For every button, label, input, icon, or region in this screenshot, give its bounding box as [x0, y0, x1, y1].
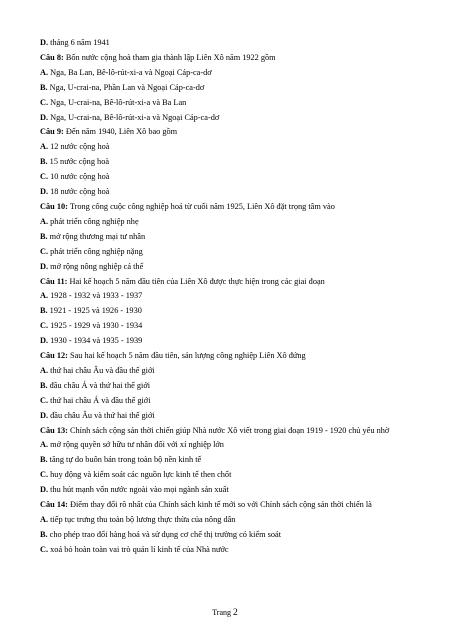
- question-text: Hai kế hoạch 5 năm đầu tiên của Liên Xô được thực hiện trong các giai đoạn: [67, 276, 325, 286]
- option-letter: C.: [40, 395, 49, 405]
- question-number: Câu 13:: [40, 425, 68, 435]
- option-text: tăng tự do buôn bán trong toàn bộ nền kinh tế: [47, 455, 202, 465]
- option-text: thứ hai châu Âu và đầu thế giới: [48, 365, 155, 375]
- question-stem: [40, 51, 412, 66]
- answer-option: [40, 319, 412, 334]
- option-text: 15 nước cộng hoà: [47, 157, 110, 167]
- option-letter: B.: [40, 380, 48, 390]
- question-stem: [40, 424, 412, 439]
- option-text: 1925 - 1929 và 1930 - 1934: [48, 321, 143, 331]
- answer-option: [40, 36, 412, 51]
- question-text: Điểm thay đổi rõ nhất của Chính sách kinh tế mới so với Chính sách cộng sản thời chiến là: [67, 500, 372, 510]
- option-letter: C.: [40, 470, 49, 480]
- question-stem: [40, 200, 412, 215]
- question-number: Câu 11:: [40, 276, 68, 286]
- answer-option: [40, 513, 412, 528]
- question-stem: [40, 275, 412, 290]
- question-number: Câu 12:: [40, 351, 68, 361]
- option-letter: B.: [40, 529, 48, 539]
- question-text: Sau hai kế hoạch 5 năm đầu tiên, sản lượng công nghiệp Liên Xô đứng: [67, 351, 306, 361]
- option-text: huy động và kiểm soát các nguồn lực kinh tế then chốt: [48, 470, 232, 480]
- answer-option: [40, 140, 412, 155]
- option-text: Nga, U-crai-na, Bê-lô-rút-xi-a và Ngoại Cáp-ca-dơ: [48, 112, 220, 122]
- option-text: mở rộng quyền sở hữu tư nhân đối với xí nghiệp lớn: [48, 440, 224, 450]
- option-text: phát triển công nghiệp nhẹ: [48, 216, 139, 226]
- answer-option: [40, 364, 412, 379]
- option-text: phát triển công nghiệp nặng: [48, 246, 143, 256]
- question-text: Trong công cuộc công nghiệp hoá từ cuối năm 1925, Liên Xô đặt trọng tâm vào: [67, 201, 335, 211]
- option-text: cho phép trao đổi hàng hoá và sử dụng cơ chế thị trường có kiểm soát: [47, 529, 282, 539]
- answer-option: [40, 304, 412, 319]
- answer-option: [40, 289, 412, 304]
- option-letter: B.: [40, 306, 48, 316]
- answer-option: [40, 66, 412, 81]
- option-text: Nga, U-crai-na, Bê-lô-rút-xi-a và Ba Lan: [48, 97, 187, 107]
- answer-option: [40, 170, 412, 185]
- option-letter: D.: [40, 410, 49, 420]
- answer-option: [40, 260, 412, 275]
- option-text: mở rộng nông nghiệp cá thể: [48, 261, 144, 271]
- answer-option: [40, 81, 412, 96]
- option-letter: D.: [40, 112, 49, 122]
- question-number: Câu 9:: [40, 127, 64, 137]
- answer-option: [40, 155, 412, 170]
- option-letter: A.: [40, 67, 49, 77]
- option-text: 1928 - 1932 và 1933 - 1937: [48, 291, 143, 301]
- answer-option: [40, 528, 412, 543]
- option-text: 1921 - 1925 và 1926 - 1930: [47, 306, 142, 316]
- answer-option: [40, 96, 412, 111]
- answer-option: [40, 379, 412, 394]
- question-list: [40, 36, 412, 558]
- option-letter: D.: [40, 38, 49, 47]
- option-text: 18 nước cộng hoà: [48, 187, 110, 197]
- option-letter: C.: [40, 544, 49, 554]
- option-text: xoá bỏ hoàn toàn vai trò quản lí kinh tế của Nhà nước: [48, 544, 229, 554]
- option-text: 10 nước cộng hoà: [48, 172, 110, 182]
- page-footer: [0, 608, 450, 618]
- question-text: Bốn nước cộng hoà tham gia thành lập Liên Xô năm 1922 gồm: [63, 52, 276, 62]
- option-letter: C.: [40, 172, 49, 182]
- option-letter: A.: [40, 440, 49, 450]
- answer-option: [40, 543, 412, 558]
- option-letter: A.: [40, 291, 49, 301]
- option-letter: C.: [40, 321, 49, 331]
- answer-option: [40, 185, 412, 200]
- answer-option: [40, 334, 412, 349]
- answer-option: [40, 483, 412, 498]
- question-stem: [40, 349, 412, 364]
- option-letter: A.: [40, 216, 49, 226]
- option-text: mở rộng thương mại tư nhân: [47, 231, 146, 241]
- option-letter: D.: [40, 336, 49, 346]
- option-letter: B.: [40, 82, 48, 92]
- option-letter: A.: [40, 365, 49, 375]
- option-text: 1930 - 1934 và 1935 - 1939: [48, 336, 143, 346]
- option-letter: A.: [40, 515, 49, 524]
- question-text: Chính sách cộng sản thời chiến giúp Nhà nước Xô viết trong giai đoạn 1919 - 1920 chủ yếu nhờ: [67, 425, 390, 435]
- option-text: đầu châu Âu và thứ hai thế giới: [48, 410, 155, 420]
- answer-option: [40, 215, 412, 230]
- option-text: thu hút mạnh vốn nước ngoài vào mọi ngành sản xuất: [48, 485, 229, 495]
- answer-option: [40, 230, 412, 245]
- option-letter: D.: [40, 187, 49, 197]
- answer-option: [40, 111, 412, 126]
- option-letter: B.: [40, 157, 48, 167]
- answer-option: [40, 409, 412, 424]
- option-text: đầu châu Á và thứ hai thế giới: [47, 380, 151, 390]
- option-text: tháng 6 năm 1941: [48, 38, 110, 47]
- answer-option: [40, 394, 412, 409]
- option-letter: D.: [40, 485, 49, 495]
- question-text: Đến năm 1940, Liên Xô bao gồm: [63, 127, 178, 137]
- question-stem: [40, 125, 412, 140]
- question-number: Câu 14:: [40, 500, 68, 510]
- answer-option: [40, 245, 412, 260]
- option-letter: B.: [40, 231, 48, 241]
- option-letter: C.: [40, 246, 49, 256]
- question-number: Câu 10:: [40, 201, 68, 211]
- option-text: Nga, U-crai-na, Phần Lan và Ngoại Cáp-ca-dơ: [47, 82, 205, 92]
- option-text: 12 nước cộng hoà: [48, 142, 110, 152]
- option-text: thứ hai châu Á và đầu thế giới: [48, 395, 151, 405]
- page-label: Trang: [212, 608, 232, 617]
- question-number: Câu 8:: [40, 52, 64, 62]
- answer-option: [40, 453, 412, 468]
- option-text: Nga, Ba Lan, Bê-lô-rút-xi-a và Ngoại Cáp-ca-dơ: [48, 67, 212, 77]
- page-number: 2: [233, 608, 238, 618]
- option-letter: A.: [40, 142, 49, 152]
- option-letter: D.: [40, 261, 49, 271]
- answer-option: [40, 468, 412, 483]
- option-letter: C.: [40, 97, 49, 107]
- option-letter: B.: [40, 455, 48, 465]
- question-stem: [40, 498, 412, 513]
- option-text: tiếp tục trưng thu toàn bộ lương thực thừa của nông dân: [48, 515, 236, 524]
- answer-option: [40, 438, 412, 453]
